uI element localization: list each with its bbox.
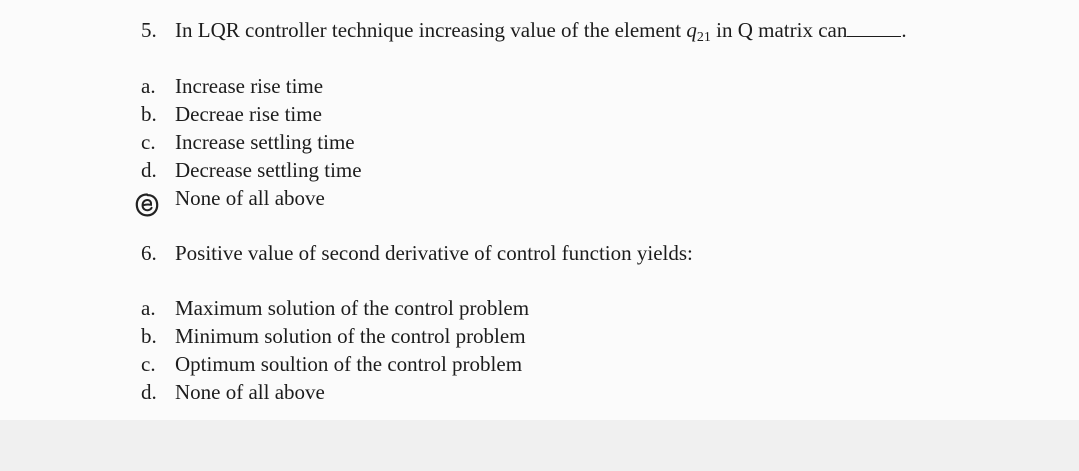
option-text: Minimum solution of the control problem [175, 324, 526, 348]
option-text: Optimum soultion of the control problem [175, 352, 523, 376]
end-mark: . [901, 18, 907, 42]
option-text: None of all above [175, 186, 325, 210]
option-letter: b. [141, 102, 157, 126]
option-text: Decrease settling time [175, 158, 362, 182]
option-letter: b. [141, 324, 157, 348]
math-variable-letter: q [686, 18, 697, 42]
page-bottom-margin [0, 420, 1079, 471]
question-number: 6. [141, 241, 157, 265]
answer-blank [847, 19, 901, 37]
option-text: Increase rise time [175, 74, 324, 98]
math-subscript: 21 [696, 30, 711, 45]
option-letter: a. [141, 74, 156, 98]
option-letter: a. [141, 296, 156, 320]
option-text: Decreae rise time [175, 102, 322, 126]
question-text [175, 18, 907, 50]
question-text: Positive value of second derivative of control function yields: [175, 241, 693, 265]
option-letter: c. [141, 352, 156, 376]
option-letter: d. [141, 158, 157, 182]
question-text-before: In LQR controller technique increasing value of the element [175, 18, 687, 42]
question-text-after: in Q matrix can [710, 18, 848, 42]
option-letter: d. [141, 380, 157, 404]
option-text: Increase settling time [175, 130, 355, 154]
option-letter: c. [141, 130, 156, 154]
option-text: Maximum solution of the control problem [175, 296, 530, 320]
question-number: 5. [141, 18, 157, 42]
option-text: None of all above [175, 380, 325, 404]
math-variable [686, 18, 711, 45]
handwritten-circle-mark [134, 192, 160, 218]
